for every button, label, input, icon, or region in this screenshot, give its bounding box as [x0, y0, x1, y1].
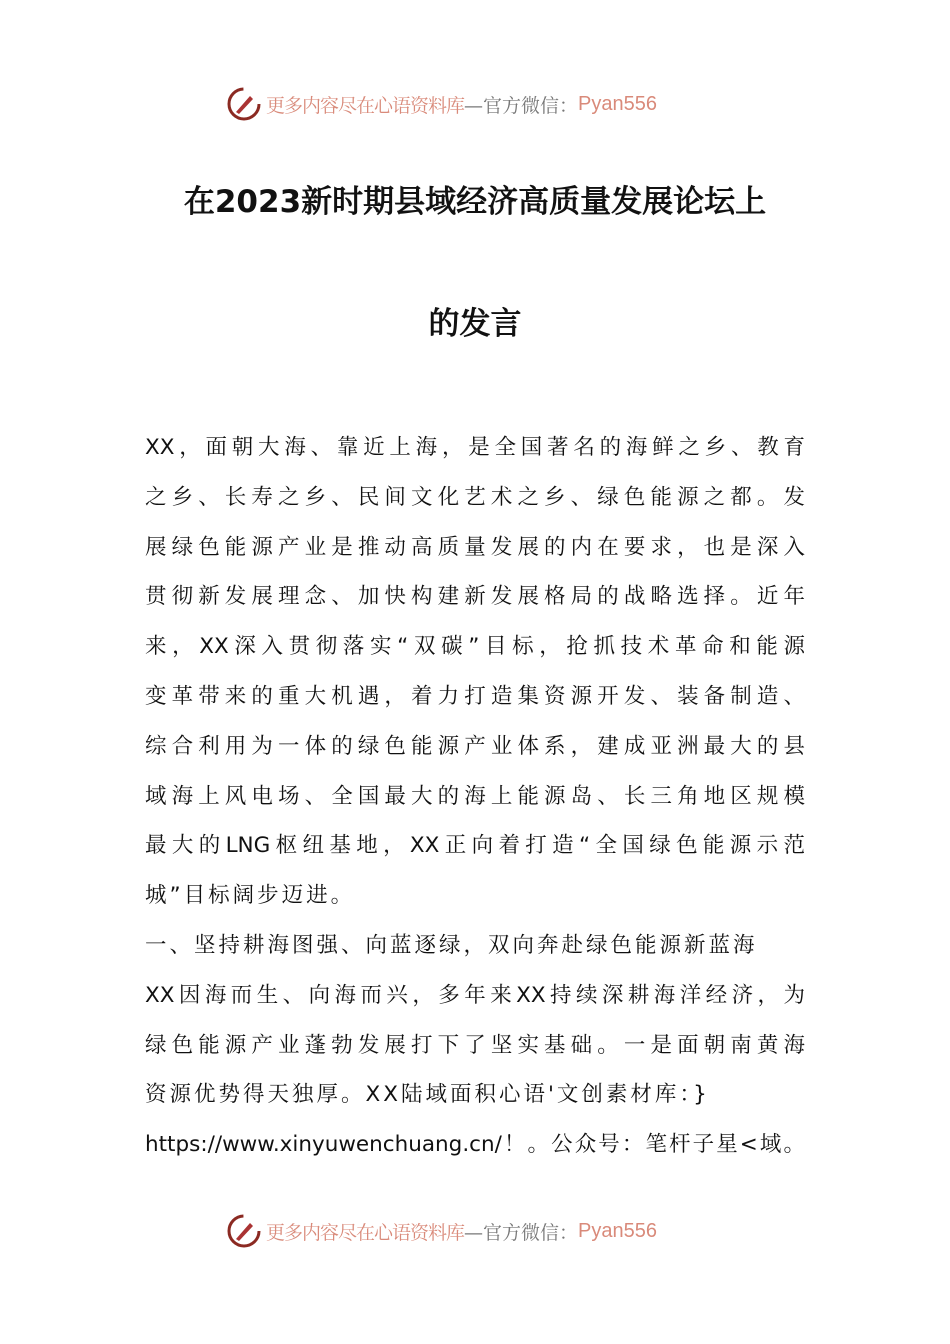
paragraph-line: 城”目标阔步迈进。	[145, 883, 356, 909]
section-heading: 一、坚持耕海图强、向蓝逐绿，双向奔赴绿色能源新蓝海	[145, 933, 758, 958]
paragraph-line: XX，面朝大海、靠近上海，是全国著名的海鲜之乡、教育	[145, 435, 805, 460]
paragraph-line: 展绿色能源产业是推动高质量发展的内在要求，也是深入	[145, 534, 805, 560]
paragraph-line: https://www.xinyuwenchuang.cn/！。公众号：笔杆子星<域。	[145, 1132, 805, 1158]
paragraph-line: 变革带来的重大机遇，着力打造集资源开发、装备制造、	[145, 684, 805, 709]
header-watermark: 更多内容尽在心语资料库 —官方微信： Pyan556	[226, 84, 726, 124]
title-line-1: 在2023新时期县域经济高质量发展论坛上	[183, 184, 767, 220]
paragraph-line: 最大的LNG枢纽基地，XX正向着打造“全国绿色能源示范	[145, 833, 805, 859]
paragraph-line: 资源优势得天独厚。XX陆域面积心语'文创素材库：}	[145, 1082, 710, 1108]
paragraph-line: 综合利用为一体的绿色能源产业体系，建成亚洲最大的县	[145, 733, 805, 759]
paragraph-line: XX因海而生、向海而兴，多年来XX持续深耕海洋经济，为	[145, 982, 805, 1008]
pen-logo-icon	[226, 86, 262, 122]
paragraph-line: 之乡、长寿之乡、民间文化艺术之乡、绿色能源之都。发	[145, 484, 805, 510]
paragraph-line: 域海上风电场、全国最大的海上能源岛、长三角地区规模	[145, 783, 805, 809]
footer-watermark: 更多内容尽在心语资料库 —官方微信： Pyan556	[226, 1211, 726, 1251]
paragraph-line: 绿色能源产业蓬勃发展打下了坚实基础。一是面朝南黄海	[145, 1032, 805, 1058]
pen-logo-icon	[226, 1213, 262, 1249]
paragraph-line: 来，XX深入贯彻落实“双碳”目标，抢抓技术革命和能源	[145, 634, 805, 660]
title-line-2: 的发言	[428, 306, 522, 342]
paragraph-line: 贯彻新发展理念、加快构建新发展格局的战略选择。近年	[145, 584, 805, 610]
